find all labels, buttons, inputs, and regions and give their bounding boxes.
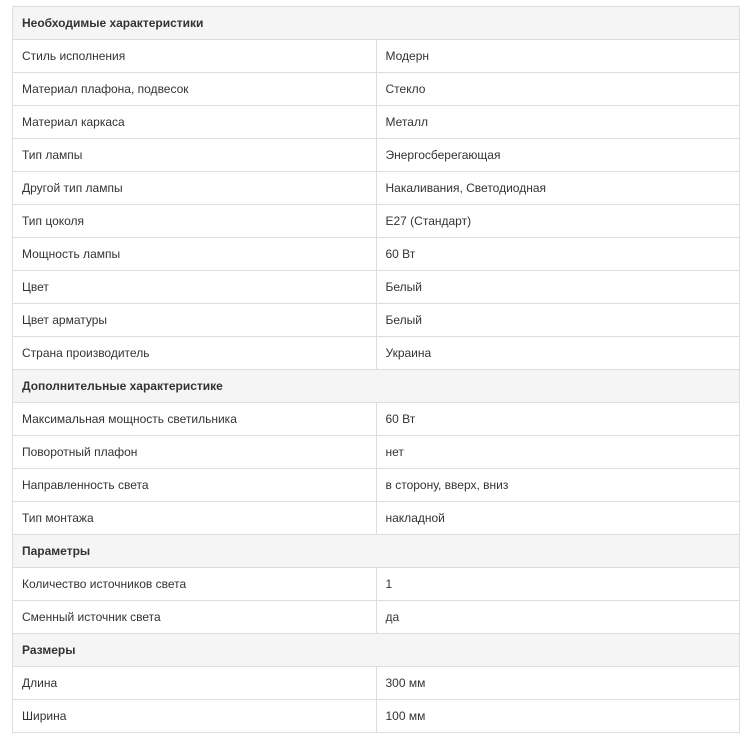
spec-label: Направленность света [13,469,377,502]
spec-label: Ширина [13,700,377,733]
spec-row [13,568,740,601]
spec-row [13,700,740,733]
section-header-row [13,370,740,403]
spec-label: Сменный источник света [13,601,377,634]
spec-row [13,238,740,271]
spec-label: Мощность лампы [13,238,377,271]
spec-row [13,271,740,304]
spec-row [13,40,740,73]
spec-label: Тип монтажа [13,502,377,535]
spec-value: нет [376,436,740,469]
spec-value: 1 [376,568,740,601]
section-title: Дополнительные характеристике [13,370,740,403]
spec-label: Поворотный плафон [13,436,377,469]
spec-value: Украина [376,337,740,370]
spec-value: накладной [376,502,740,535]
spec-row [13,139,740,172]
spec-row [13,304,740,337]
spec-row [13,601,740,634]
spec-value: Энергосберегающая [376,139,740,172]
spec-value: в сторону, вверх, вниз [376,469,740,502]
spec-label: Максимальная мощность светильника [13,403,377,436]
spec-value: 300 мм [376,667,740,700]
spec-label: Материал плафона, подвесок [13,73,377,106]
section-title: Параметры [13,535,740,568]
section-header-row [13,634,740,667]
spec-value: Металл [376,106,740,139]
spec-value: Стекло [376,73,740,106]
spec-value: Белый [376,271,740,304]
spec-row [13,502,740,535]
spec-row [13,106,740,139]
spec-label: Другой тип лампы [13,172,377,205]
spec-row [13,337,740,370]
specifications-table-body [13,7,740,733]
spec-value: 100 мм [376,700,740,733]
spec-label: Материал каркаса [13,106,377,139]
spec-label: Длина [13,667,377,700]
spec-label: Цвет [13,271,377,304]
spec-label: Цвет арматуры [13,304,377,337]
spec-value: Белый [376,304,740,337]
spec-label: Количество источников света [13,568,377,601]
spec-row [13,469,740,502]
spec-row [13,172,740,205]
spec-label: Тип цоколя [13,205,377,238]
spec-value: E27 (Стандарт) [376,205,740,238]
spec-value: 60 Вт [376,403,740,436]
section-header-row [13,535,740,568]
spec-row [13,73,740,106]
spec-value: 60 Вт [376,238,740,271]
spec-row [13,205,740,238]
spec-value: Модерн [376,40,740,73]
specifications-table [12,6,740,733]
spec-value: да [376,601,740,634]
section-header-row [13,7,740,40]
section-title: Необходимые характеристики [13,7,740,40]
spec-label: Тип лампы [13,139,377,172]
spec-value: Накаливания, Светодиодная [376,172,740,205]
spec-label: Стиль исполнения [13,40,377,73]
spec-label: Страна производитель [13,337,377,370]
section-title: Размеры [13,634,740,667]
spec-row [13,667,740,700]
spec-row [13,403,740,436]
spec-row [13,436,740,469]
